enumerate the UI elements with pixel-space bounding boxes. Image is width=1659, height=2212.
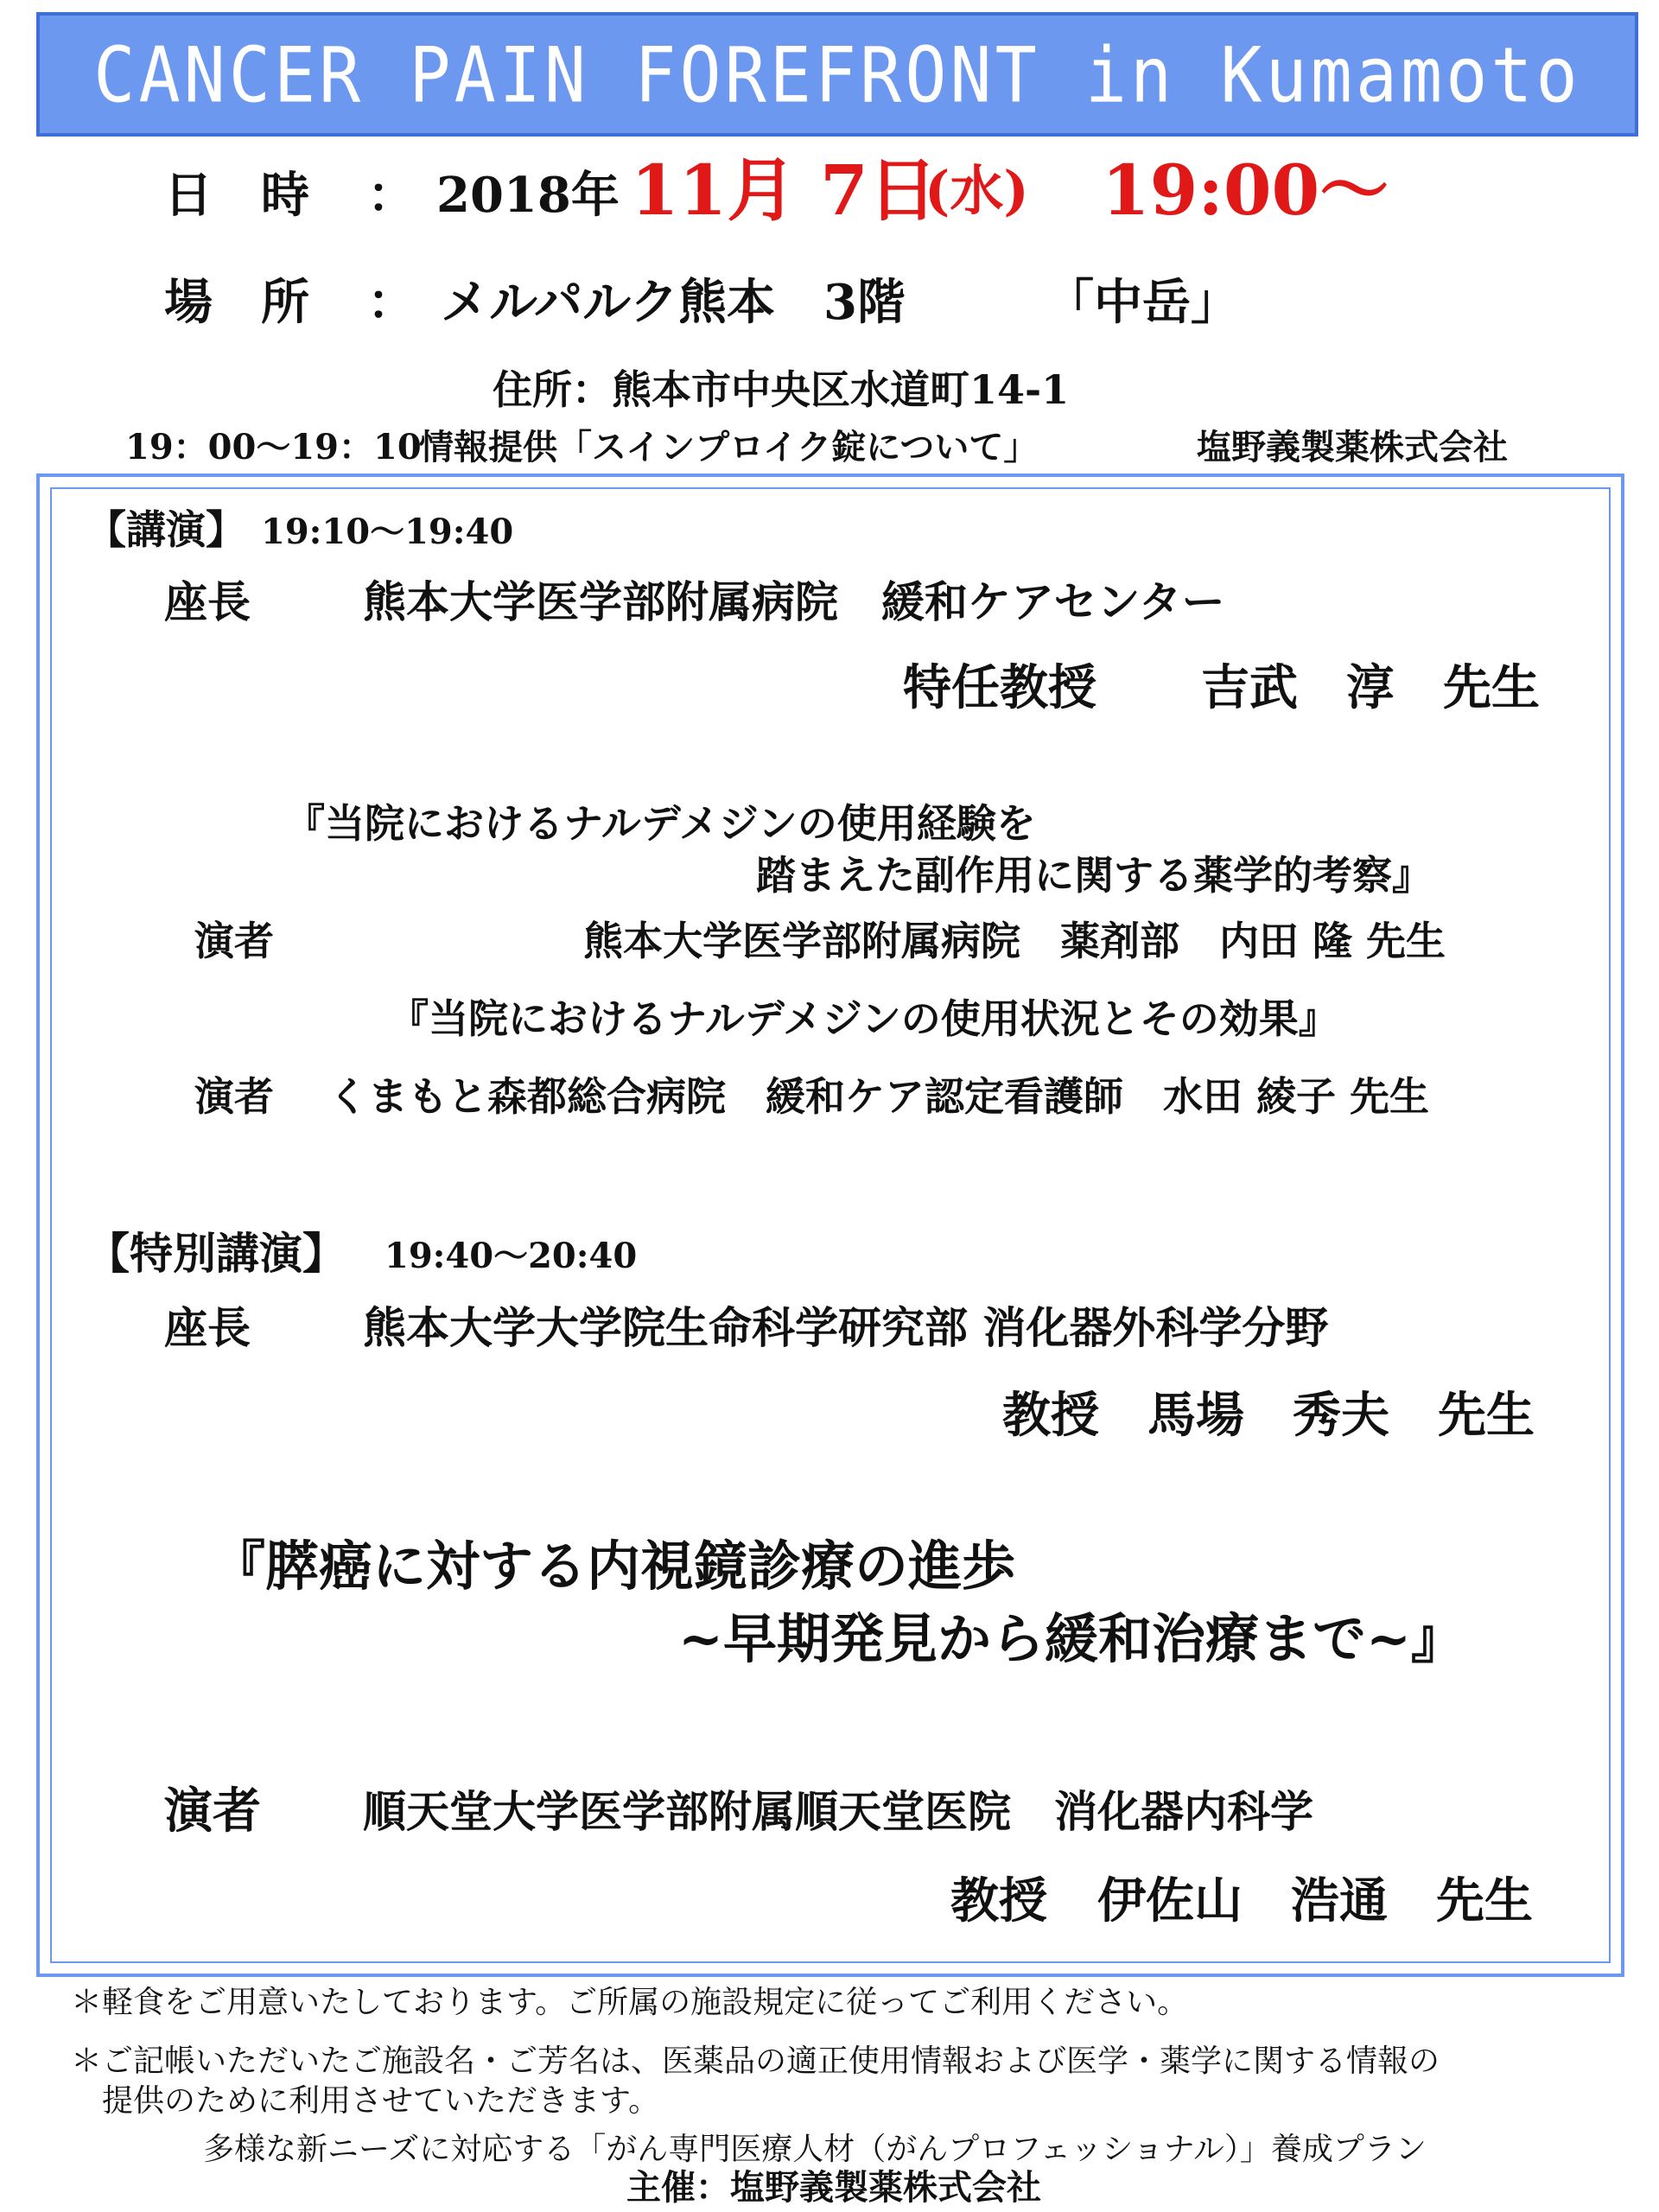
special-chair-name: 馬場 秀夫 先生 (1147, 1387, 1535, 1444)
note-refreshments: ＊軽食をご用意いたしております。ご所属の施設規定に従ってご利用ください。 (71, 1985, 1189, 2020)
lecture-time: 19:10～19:40 (261, 512, 514, 552)
special-chair-affiliation: 熊本大学大学院生命科学研究部 消化器外科学分野 (363, 1302, 1329, 1353)
venue-colon: ： (367, 274, 416, 331)
special-speaker-label: 演者 (164, 1783, 261, 1840)
datetime-colon: ： (367, 167, 416, 224)
lecture-chair-name: 吉武 淳 先生 (1201, 659, 1540, 716)
special-title-line1: 『膵癌に対する内視鏡診療の進歩 (212, 1535, 1016, 1598)
lecture-heading: 【講演】 (86, 506, 245, 553)
special-lecture-heading: 【特別講演】 (86, 1228, 346, 1279)
special-title-line2: ~早期発見から緩和治療まで~』 (678, 1607, 1465, 1670)
talk1-title-line1: 『当院におけるナルデメジンの使用経験を (285, 800, 1036, 847)
special-speaker-affiliation: 順天堂大学医学部附属順天堂医院 消化器内科学 (363, 1786, 1313, 1837)
talk1-speaker: 熊本大学医学部附属病院 薬剤部 内田 隆 先生 (583, 918, 1446, 964)
talk1-title-line2: 踏まえた副作用に関する薬学的考察』 (756, 852, 1432, 899)
special-chair-label: 座長 (164, 1302, 251, 1353)
talk2-speaker: くまもと森都総合病院 緩和ケア認定看護師 水田 綾子 先生 (328, 1073, 1430, 1120)
lecture-chair-title: 特任教授 (903, 659, 1096, 716)
event-year: 2018年 (436, 167, 620, 224)
talk2-speaker-label: 演者 (194, 1073, 274, 1120)
event-date: 11月 7日 (631, 149, 938, 231)
note-privacy-line2: 提供のために利用させていただきます。 (102, 2083, 660, 2119)
title-banner (36, 12, 1638, 137)
program-plan: 多様な新ニーズに対応する「がん専門医療人材（がんプロフェッショナル）」養成プラン (203, 2132, 1427, 2167)
organizer: 主催：塩野義製薬株式会社 (626, 2167, 1041, 2208)
venue-room: 「中岳」 (1046, 274, 1239, 331)
special-chair-title: 教授 (1002, 1387, 1099, 1444)
event-title: CANCER PAIN FOREFRONT in Kumamoto (93, 31, 1581, 120)
talk2-title: 『当院におけるナルデメジンの使用状況とその効果』 (389, 995, 1338, 1042)
info-session-time: 19：00～19：10 (125, 427, 422, 467)
event-weekday: (水) (925, 159, 1029, 222)
datetime-label: 日 時 (164, 167, 309, 224)
special-speaker-title: 教授 (950, 1872, 1047, 1929)
venue-name: メルパルク熊本 3階 (441, 274, 906, 331)
venue-address: 住所：熊本市中央区水道町14-1 (493, 366, 1070, 413)
lecture-chair-label: 座長 (164, 576, 251, 627)
event-time: 19:00～ (1102, 149, 1389, 231)
info-session-title: 情報提供「スインプロイク錠について」 (419, 427, 1039, 467)
info-session-company: 塩野義製薬株式会社 (1197, 427, 1508, 467)
note-privacy-line1: ＊ご記帳いただいたご施設名・ご芳名は、医薬品の適正使用情報および医学・薬学に関する情報の (71, 2044, 1440, 2079)
venue-label: 場 所 (164, 274, 309, 331)
special-speaker-name: 伊佐山 浩通 先生 (1097, 1872, 1533, 1929)
special-lecture-time: 19:40～20:40 (385, 1236, 638, 1276)
talk1-speaker-label: 演者 (194, 918, 274, 964)
lecture-chair-affiliation: 熊本大学医学部附属病院 緩和ケアセンター (363, 576, 1225, 627)
